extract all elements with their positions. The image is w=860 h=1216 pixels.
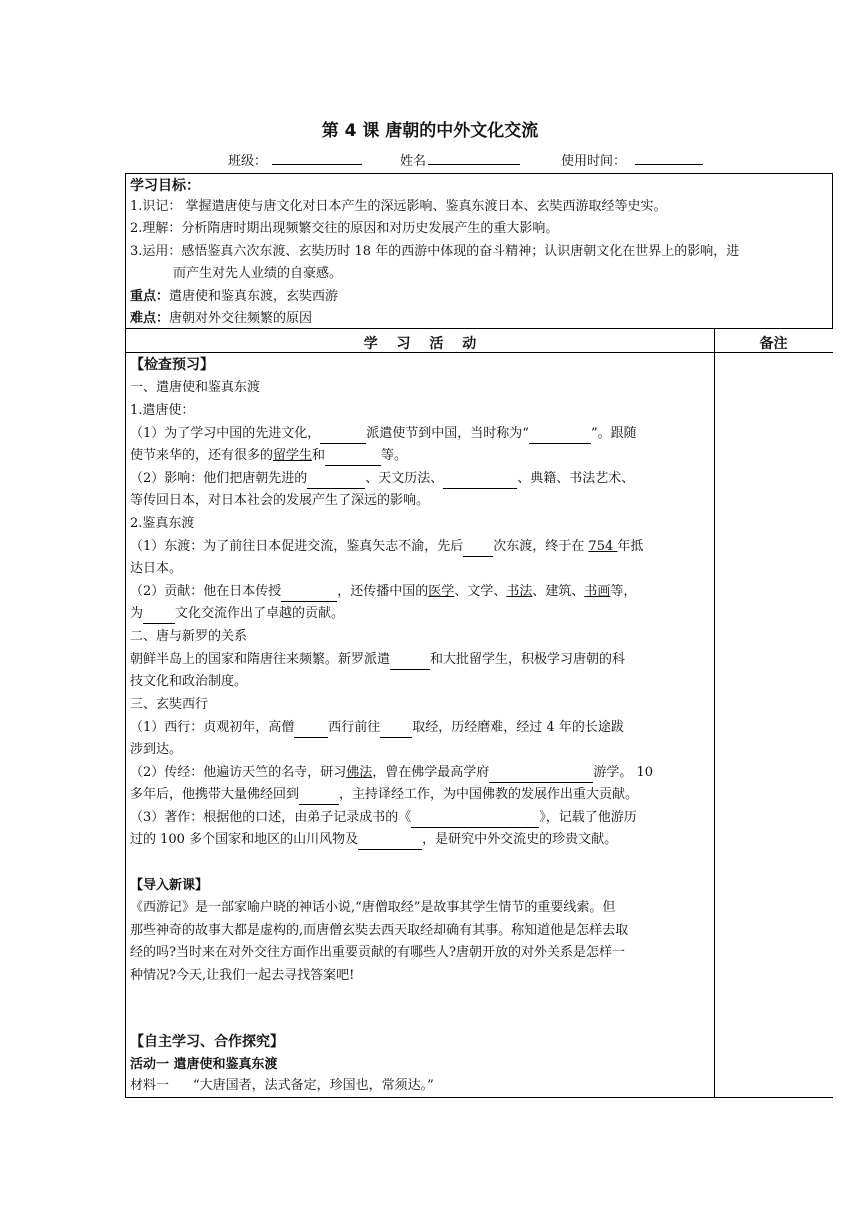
name-field[interactable] [428,150,520,165]
answer-blank[interactable] [281,587,337,602]
answer-blank[interactable] [489,768,593,783]
section-heading: 三、玄奘西行 [130,697,209,712]
answer-blank[interactable] [411,813,539,828]
text: 等。 [381,448,408,463]
answer-blank[interactable] [529,429,591,444]
text: ，还传播中国的 [337,584,429,599]
key-point-text: 遣唐使和鉴真东渡，玄奘西游 [169,289,339,304]
fill-blank-line [130,469,634,489]
text: （1）西行：贞观初年，高僧 [130,720,295,735]
page-title: 第 4 课 唐朝的中外文化交流 [321,121,539,141]
difficulty-label: 难点： [130,311,170,326]
fill-blank-line [130,582,636,602]
intro-text-line: 那些神奇的故事大都是虚构的,而唐僧玄奘去西天取经却确有其事。称知道他是怎样去取 [130,923,629,938]
fill-blank-line [130,718,624,738]
text: 过的 100 多个国家和地区的山川风物及 [130,832,359,847]
key-point-row [130,287,338,307]
preview-heading: 【检查预习】 [130,357,214,373]
fill-blank-line [130,650,625,670]
text: 年抵 [617,539,644,554]
intro-text-line: 种情况?今天,让我们一起去寻找答案吧! [130,968,355,983]
text: ，是研究中外交流史的珍贵文献。 [422,832,618,847]
activity-title: 活动一 遣唐使和鉴真东渡 [130,1057,278,1072]
underlined-term: 佛法 [346,765,373,780]
intro-text-line: 经的吗?当时来在对外交往方面作出重要贡献的有哪些人?唐朝开放的对外关系是怎样一 [130,945,625,960]
fill-blank-line [130,808,637,828]
section-heading: 二、唐与新罗的关系 [130,629,248,644]
text: 》，记载了他游历 [539,810,637,825]
text: 派遣使节到中国，当时称为“ [366,426,529,441]
underlined-term: 书画 [584,584,611,599]
intro-heading: 【导入新课】 [130,878,209,893]
underlined-term: 医学 [428,584,455,599]
text-line: 等传回日本，对日本社会的发展产生了深远的影响。 [130,493,430,508]
text: 使节来华的，还有很多的 [130,448,274,463]
fill-blank-line [130,424,637,444]
time-label: 使用时间： [561,154,627,169]
objectives-heading: 学习目标： [130,178,200,194]
objective-item: 而产生对先人业绩的自豪感。 [173,266,343,281]
key-point-label: 重点： [130,289,170,304]
text: ，主持译经工作，为中国佛教的发展作出重大贡献。 [339,787,639,802]
fill-blank-line [130,446,407,466]
subsection-heading: 2.鉴真东渡 [130,516,195,531]
text: （2）贡献：他在日本传授 [130,584,282,599]
intro-text-line: 《西游记》是一部家喻户晓的神话小说,“唐僧取经”是故事其学生情节的重要线索。但 [130,900,616,915]
class-label: 班级： [228,154,268,169]
text: 和 [312,448,326,463]
text: 、典籍、书法艺术、 [517,471,635,486]
text-line: 达日本。 [130,561,183,576]
answer-blank[interactable] [358,835,422,850]
name-label: 姓名 [400,154,427,169]
text: 次东渡，终于在 [493,539,589,554]
underlined-term: 754 [588,539,618,554]
text: 朝鲜半岛上的国家和隋唐往来频繁。新罗派遣 [130,652,391,667]
text: 、建筑、 [532,584,585,599]
text-line: 涉到达。 [130,742,183,757]
text: （2）传经：他遍访天竺的名寺，研习 [130,765,347,780]
text: 、天文历法、 [365,471,444,486]
text: 为 [130,606,144,621]
difficulty-row [130,309,312,329]
answer-blank[interactable] [380,723,412,738]
objective-item: 3.运用：感悟鉴真六次东渡、玄奘历时 18 年的西游中体现的奋斗精神；认识唐朝文化在世界上的影响，进 [130,244,740,259]
text: 西行前往 [328,720,381,735]
text: 取经，历经磨难，经过 4 年的长途跋 [412,720,624,735]
fill-blank-line [130,763,653,783]
text: （1）为了学习中国的先进文化， [130,426,321,441]
text-line: 技文化和政治制度。 [130,674,248,689]
text: 文化交流作出了卓越的贡献。 [175,606,345,621]
text: 等， [610,584,637,599]
text: 游学。 10 [593,765,653,780]
objective-item: 1.识记： 掌握遣唐使与唐文化对日本产生的深远影响、鉴真东渡日本、玄奘西游取经等史实。 [130,199,667,214]
underlined-term: 留学生 [273,448,313,463]
fill-blank-line [130,537,643,557]
material-text: “大唐国者，法式备定，珍国也，常须达。” [193,1078,434,1093]
answer-blank[interactable] [443,474,517,489]
answer-blank[interactable] [143,609,175,624]
explore-heading: 【自主学习、合作探究】 [130,1034,284,1050]
fill-blank-line [130,830,617,850]
subsection-heading: 1.遣唐使： [130,403,195,418]
material-label: 材料一 [130,1078,170,1093]
class-field[interactable] [272,150,362,165]
answer-blank[interactable] [294,723,328,738]
activity-column-header: 学 习 活 动 [363,336,477,352]
text: 和大批留学生，积极学习唐朝的科 [430,652,626,667]
notes-column-header: 备注 [759,336,788,352]
answer-blank[interactable] [325,451,381,466]
text: （1）东渡：为了前往日本促进交流，鉴真矢志不渝，先后 [130,539,464,554]
text: ”。跟随 [590,426,637,441]
answer-blank[interactable] [390,655,430,670]
text: （2）影响：他们把唐朝先进的 [130,471,308,486]
underlined-term: 书法 [506,584,533,599]
time-field[interactable] [635,150,703,165]
text: 多年后，他携带大量佛经回到 [130,787,300,802]
notes-column-divider [714,329,715,1098]
objective-item: 2.理解：分析隋唐时期出现频繁交往的原因和对历史发展产生的重大影响。 [130,221,559,236]
fill-blank-line [130,604,344,624]
table-bottom-border [125,1097,833,1098]
answer-blank[interactable] [320,429,366,444]
text: （3）著作：根据他的口述，由弟子记录成书的《 [130,810,412,825]
section-heading: 一、遣唐使和鉴真东渡 [130,380,261,395]
answer-blank[interactable] [463,542,493,557]
answer-blank[interactable] [307,474,365,489]
material-line [130,1076,434,1096]
fill-blank-line [130,785,638,805]
difficulty-text: 唐朝对外交往频繁的原因 [169,311,313,326]
text: ，曾在佛学最高学府 [372,765,490,780]
text: 、文学、 [454,584,507,599]
answer-blank[interactable] [299,790,339,805]
